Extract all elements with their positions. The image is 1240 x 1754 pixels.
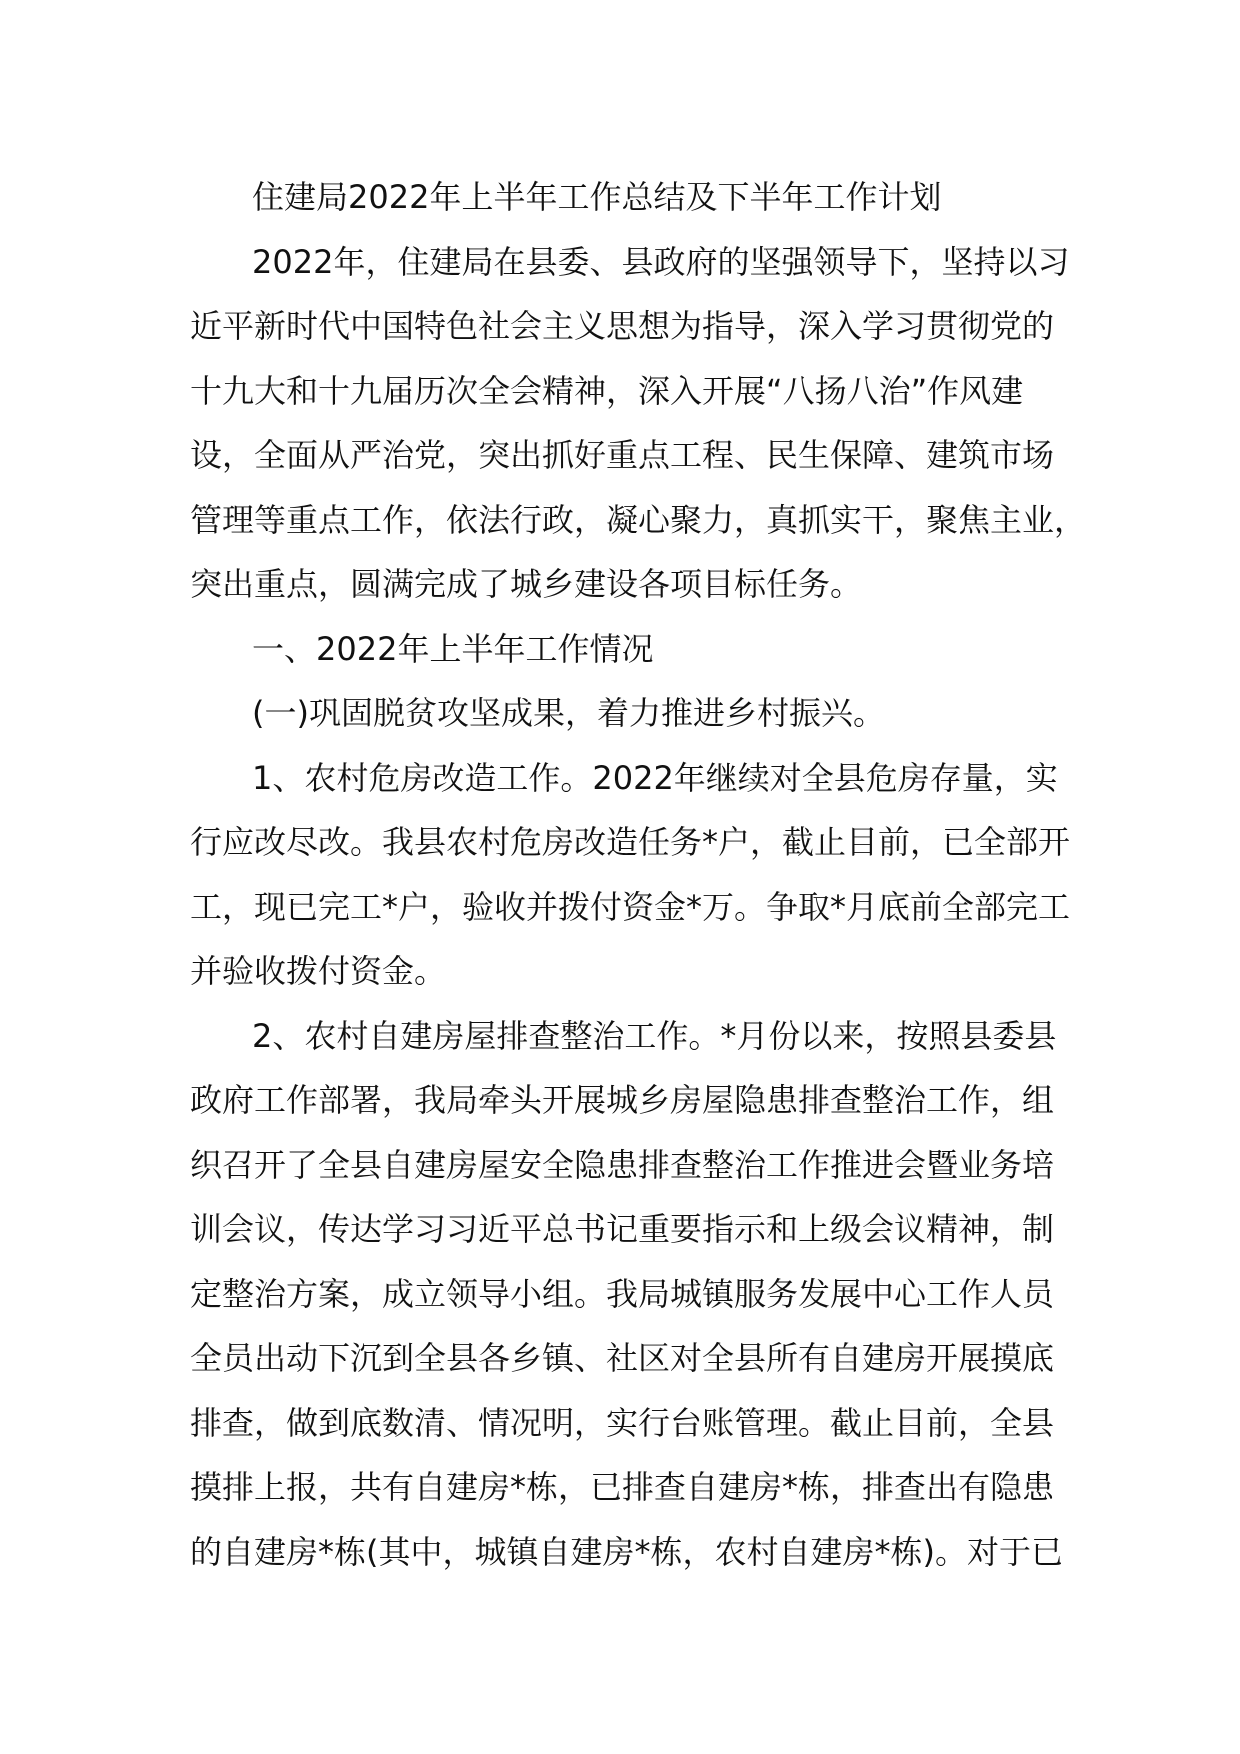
paragraph-line: 工，现已完工*户，验收并拨付资金*万。争取*月底前全部完工 xyxy=(190,888,1071,926)
paragraph-line: 突出重点，圆满完成了城乡建设各项目标任务。 xyxy=(190,565,863,603)
paragraph-line: 并验收拨付资金。 xyxy=(190,952,447,990)
paragraph-line: 政府工作部署，我局牵头开展城乡房屋隐患排查整治工作，组 xyxy=(190,1081,1055,1119)
paragraph-line: 十九大和十九届历次全会精神，深入开展“八扬八治”作风建 xyxy=(190,372,1024,410)
paragraph-line: 摸排上报，共有自建房*栋，已排查自建房*栋，排查出有隐患 xyxy=(190,1468,1055,1506)
paragraph-line: 2、农村自建房屋排查整治工作。*月份以来，按照县委县 xyxy=(252,1017,1057,1055)
paragraph-line: 的自建房*栋(其中，城镇自建房*栋，农村自建房*栋)。对于已 xyxy=(190,1533,1063,1571)
paragraph-line: 定整治方案，成立领导小组。我局城镇服务发展中心工作人员 xyxy=(190,1275,1055,1313)
paragraph-line: 排查，做到底数清、情况明，实行台账管理。截止目前，全县 xyxy=(190,1404,1055,1442)
section-heading: 一、2022年上半年工作情况 xyxy=(252,630,654,668)
paragraph-line: 行应改尽改。我县农村危房改造任务*户，截止目前，已全部开 xyxy=(190,823,1071,861)
paragraph-line: 1、农村危房改造工作。2022年继续对全县危房存量，实 xyxy=(252,759,1058,797)
paragraph-line: 织召开了全县自建房屋安全隐患排查整治工作推进会暨业务培 xyxy=(190,1146,1055,1184)
paragraph-line: 训会议，传达学习习近平总书记重要指示和上级会议精神，制 xyxy=(190,1210,1055,1248)
document-title: 住建局2022年上半年工作总结及下半年工作计划 xyxy=(252,178,942,216)
paragraph-line: 管理等重点工作，依法行政，凝心聚力，真抓实干，聚焦主业， xyxy=(190,501,1087,539)
paragraph-line: 设，全面从严治党，突出抓好重点工程、民生保障、建筑市场 xyxy=(190,436,1055,474)
paragraph-line: 全员出动下沉到全县各乡镇、社区对全县所有自建房开展摸底 xyxy=(190,1339,1055,1377)
paragraph-line: 2022年，住建局在县委、县政府的坚强领导下，坚持以习 xyxy=(252,243,1070,281)
subsection-heading: (一)巩固脱贫攻坚成果，着力推进乡村振兴。 xyxy=(252,694,885,732)
paragraph-line: 近平新时代中国特色社会主义思想为指导，深入学习贯彻党的 xyxy=(190,307,1055,345)
